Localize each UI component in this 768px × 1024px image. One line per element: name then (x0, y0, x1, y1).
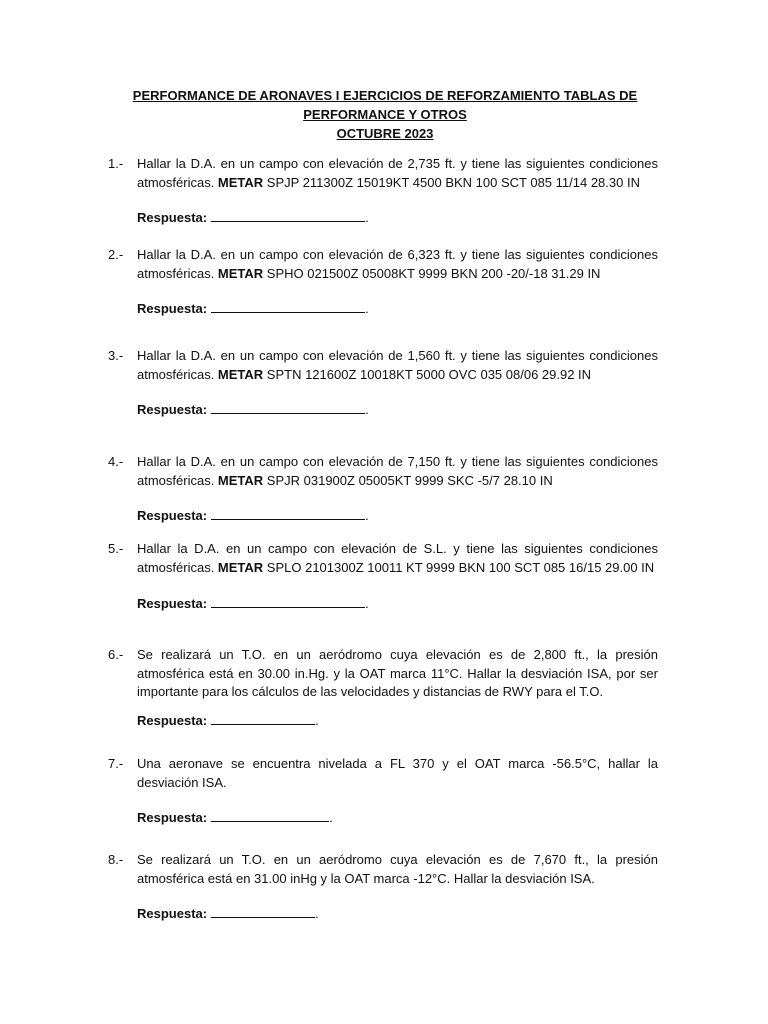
answer-6: Respuesta: . (137, 713, 319, 728)
question-5 (110, 540, 658, 577)
answer-label: Respuesta: (137, 596, 208, 611)
answer-label: Respuesta: (137, 906, 208, 921)
answer-2: Respuesta: . (137, 301, 369, 316)
answer-blank[interactable] (211, 809, 329, 822)
answer-blank[interactable] (211, 712, 315, 725)
question-text: Hallar la D.A. en un campo con elevación de S.L. y tiene las siguientes condiciones atmosféricas. METAR SPLO 2101300Z 10011 KT 9999 BKN 100 SCT 085 16/15 29.00 IN (137, 541, 658, 575)
answer-1: Respuesta: . (137, 210, 369, 225)
answer-blank[interactable] (211, 595, 365, 608)
answer-5: Respuesta: . (137, 596, 369, 611)
question-number: 3.- (108, 348, 124, 363)
question-8 (110, 851, 658, 888)
question-text: Se realizará un T.O. en un aeródromo cuya elevación es de 2,800 ft., la presión atmosférica está en 30.00 in.Hg. y la OAT marca 11°C. Hallar la desviación ISA, por ser importante para los cálculos de las velocidades y distancias de RWY para el T.O. (137, 647, 658, 699)
question-text: Hallar la D.A. en un campo con elevación de 7,150 ft. y tiene las siguientes condiciones atmosféricas. METAR SPJR 031900Z 05005KT 9999 SKC -5/7 28.10 IN (137, 454, 658, 488)
answer-blank[interactable] (211, 401, 365, 414)
question-number: 4.- (108, 454, 124, 469)
question-text: Hallar la D.A. en un campo con elevación de 2,735 ft. y tiene las siguientes condiciones atmosféricas. METAR SPJP 211300Z 15019KT 4500 BKN 100 SCT 085 11/14 28.30 IN (137, 156, 658, 190)
question-text: Hallar la D.A. en un campo con elevación de 6,323 ft. y tiene las siguientes condiciones atmosféricas. METAR SPHO 021500Z 05008KT 9999 BKN 200 -20/-18 31.29 IN (137, 247, 658, 281)
question-4 (110, 453, 658, 490)
question-number: 1.- (108, 156, 124, 171)
answer-blank[interactable] (211, 905, 315, 918)
question-number: 2.- (108, 247, 124, 262)
answer-blank[interactable] (211, 300, 365, 313)
answer-label: Respuesta: (137, 301, 208, 316)
title-line-3: OCTUBRE 2023 (336, 126, 434, 141)
answer-3: Respuesta: . (137, 402, 369, 417)
question-3 (110, 347, 658, 384)
answer-blank[interactable] (211, 507, 365, 520)
question-number: 7.- (108, 756, 124, 771)
question-text: Se realizará un T.O. en un aeródromo cuya elevación es de 7,670 ft., la presión atmosférica está en 31.00 inHg y la OAT marca -12°C. Hallar la desviación ISA. (137, 852, 658, 886)
answer-label: Respuesta: (137, 402, 208, 417)
title-line-2: PERFORMANCE Y OTROS (303, 107, 467, 122)
answer-7: Respuesta: . (137, 810, 333, 825)
question-text: Hallar la D.A. en un campo con elevación de 1,560 ft. y tiene las siguientes condiciones atmosféricas. METAR SPTN 121600Z 10018KT 5000 OVC 035 08/06 29.92 IN (137, 348, 658, 382)
answer-4: Respuesta: . (137, 508, 369, 523)
answer-8: Respuesta: . (137, 906, 319, 921)
question-number: 6.- (108, 647, 124, 662)
document-title (80, 86, 690, 143)
answer-label: Respuesta: (137, 508, 208, 523)
title-line-1: PERFORMANCE DE ARONAVES I EJERCICIOS DE REFORZAMIENTO TABLAS DE (132, 88, 638, 103)
question-text: Una aeronave se encuentra nivelada a FL 370 y el OAT marca -56.5°C, hallar la desviación ISA. (137, 756, 658, 790)
question-6 (110, 646, 658, 702)
question-number: 5.- (108, 541, 124, 556)
question-7 (110, 755, 658, 792)
answer-label: Respuesta: (137, 210, 208, 225)
answer-label: Respuesta: (137, 810, 208, 825)
answer-label: Respuesta: (137, 713, 208, 728)
answer-blank[interactable] (211, 209, 365, 222)
question-2 (110, 246, 658, 283)
question-number: 8.- (108, 852, 124, 867)
question-1 (110, 155, 658, 192)
